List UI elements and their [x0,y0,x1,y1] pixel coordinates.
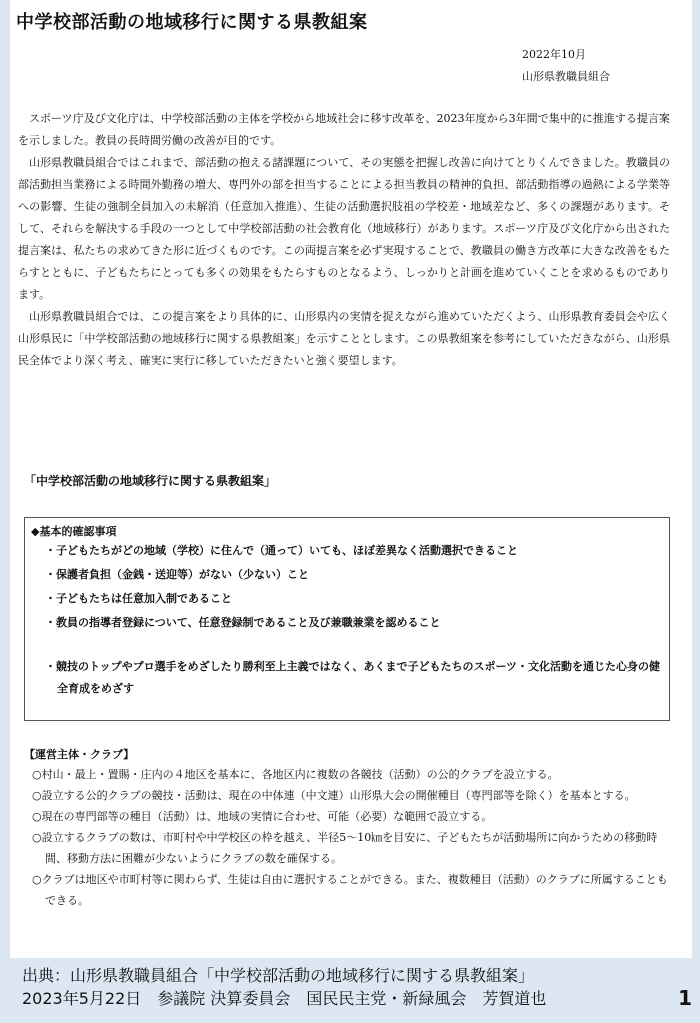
list-item: ・教員の指導者登録について、任意登録制であること及び兼職兼業を認めること [45,616,441,629]
page-number: 1 [678,986,692,1010]
list-item: ○現在の専門部等の種目（活動）は、地域の実情に合わせ、可能（必要）な範囲で設立する。 [32,810,493,823]
subsection-title: 【運営主体・クラブ】 [24,748,135,761]
intro-text [18,108,670,372]
paragraph: スポーツ庁及び文化庁は、中学校部活動の主体を学校から地域社会に移す改革を、2023年度から3年間で集中的に推進する提言案を示しました。教員の長時間労働の改善が目的です。 [18,112,670,147]
document-date: 2022年10月 [522,48,586,61]
list-item: ・子どもたちは任意加入制であること [45,592,232,605]
list-item: ・子どもたちがどの地域（学校）に住んで（通って）いても、ほぼ差異なく活動選択できること [45,544,518,557]
document-title: 中学校部活動の地域移行に関する県教組案 [16,12,368,33]
list-item: ○設立するクラブの数は、市町村や中学校区の枠を越え、半径5〜10㎞を目安に、子どもたちが活動場所に向かうための移動時間、移動方法に困難が少ないようにクラブの数を確保する。 [32,831,658,865]
box-heading: ◆基本的確認事項 [31,525,117,538]
list-item: ○村山・最上・置賜・庄内の４地区を基本に、各地区内に複数の各競技（活動）の公的クラブを設立する。 [32,768,559,781]
club-list [32,764,672,911]
document-organization: 山形県教職員組合 [522,70,610,83]
list-item: ・競技のトップやプロ選手をめざしたり勝利至上主義ではなく、あくまで子どもたちのスポーツ・文化活動を通じた心身の健全育成をめざす [45,660,661,695]
source-citation: 出典：山形県教職員組合「中学校部活動の地域移行に関する県教組案」 [22,966,535,985]
section-title: 「中学校部活動の地域移行に関する県教組案」 [24,474,277,488]
paragraph: 山形県教職員組合では、この提言案をより具体的に、山形県内の実情を捉えながら進めていただくよう、山形県教育委員会や広く山形県民に「中学校部活動の地域移行に関する県教組案」を示すこととします。この県教組案を参考にしていただきながら、山形県民全体でより深く考え、確実に実行に移していただきたいと強く要望します。 [18,310,670,367]
list-item: ○クラブは地区や市町村等に関わらず、生徒は自由に選択することができる。また、複数種目（活動）のクラブに所属することもできる。 [32,873,668,907]
paragraph: 山形県教職員組合ではこれまで、部活動の抱える諸課題について、その実態を把握し改善に向けてとりくんできました。教職員の部活動担当業務による時間外勤務の増大、専門外の部を担当することによる担当教員の精神的負担、部活動指導の過熱による学業等への影響、生徒の強制全員加入の未解消（任意加入推進）、生徒の活動選択肢祖の学校差・地域差など、多くの課題があります。そして、それらを解決する手段の一つとして中学校部活動の社会教育化（地域移行）があります。スポーツ庁及び文化庁から出された提言案は、私たちの求めてきた形に近づくものです。この両提言案を必ず実現することで、教職員の働き方改革に大きな改善をもたらすとともに、子どもたちにとっても多くの効果をもたらすものとなるよう、しっかりと計画を進めていくことを求めるものであります。 [18,156,670,301]
document-page [10,0,692,958]
list-item: ○設立する公的クラブの競技・活動は、現在の中体連（中文連）山形県大会の開催種目（専門部等を除く）を基本とする。 [32,789,636,802]
basic-confirmation-box [24,517,670,721]
source-event: 2023年5月22日 参議院 決算委員会 国民民主党・新緑風会 芳賀道也 [22,989,547,1008]
source-footer [22,964,672,1010]
list-item: ・保護者負担（金銭・送迎等）がない（少ない）こと [45,568,309,581]
